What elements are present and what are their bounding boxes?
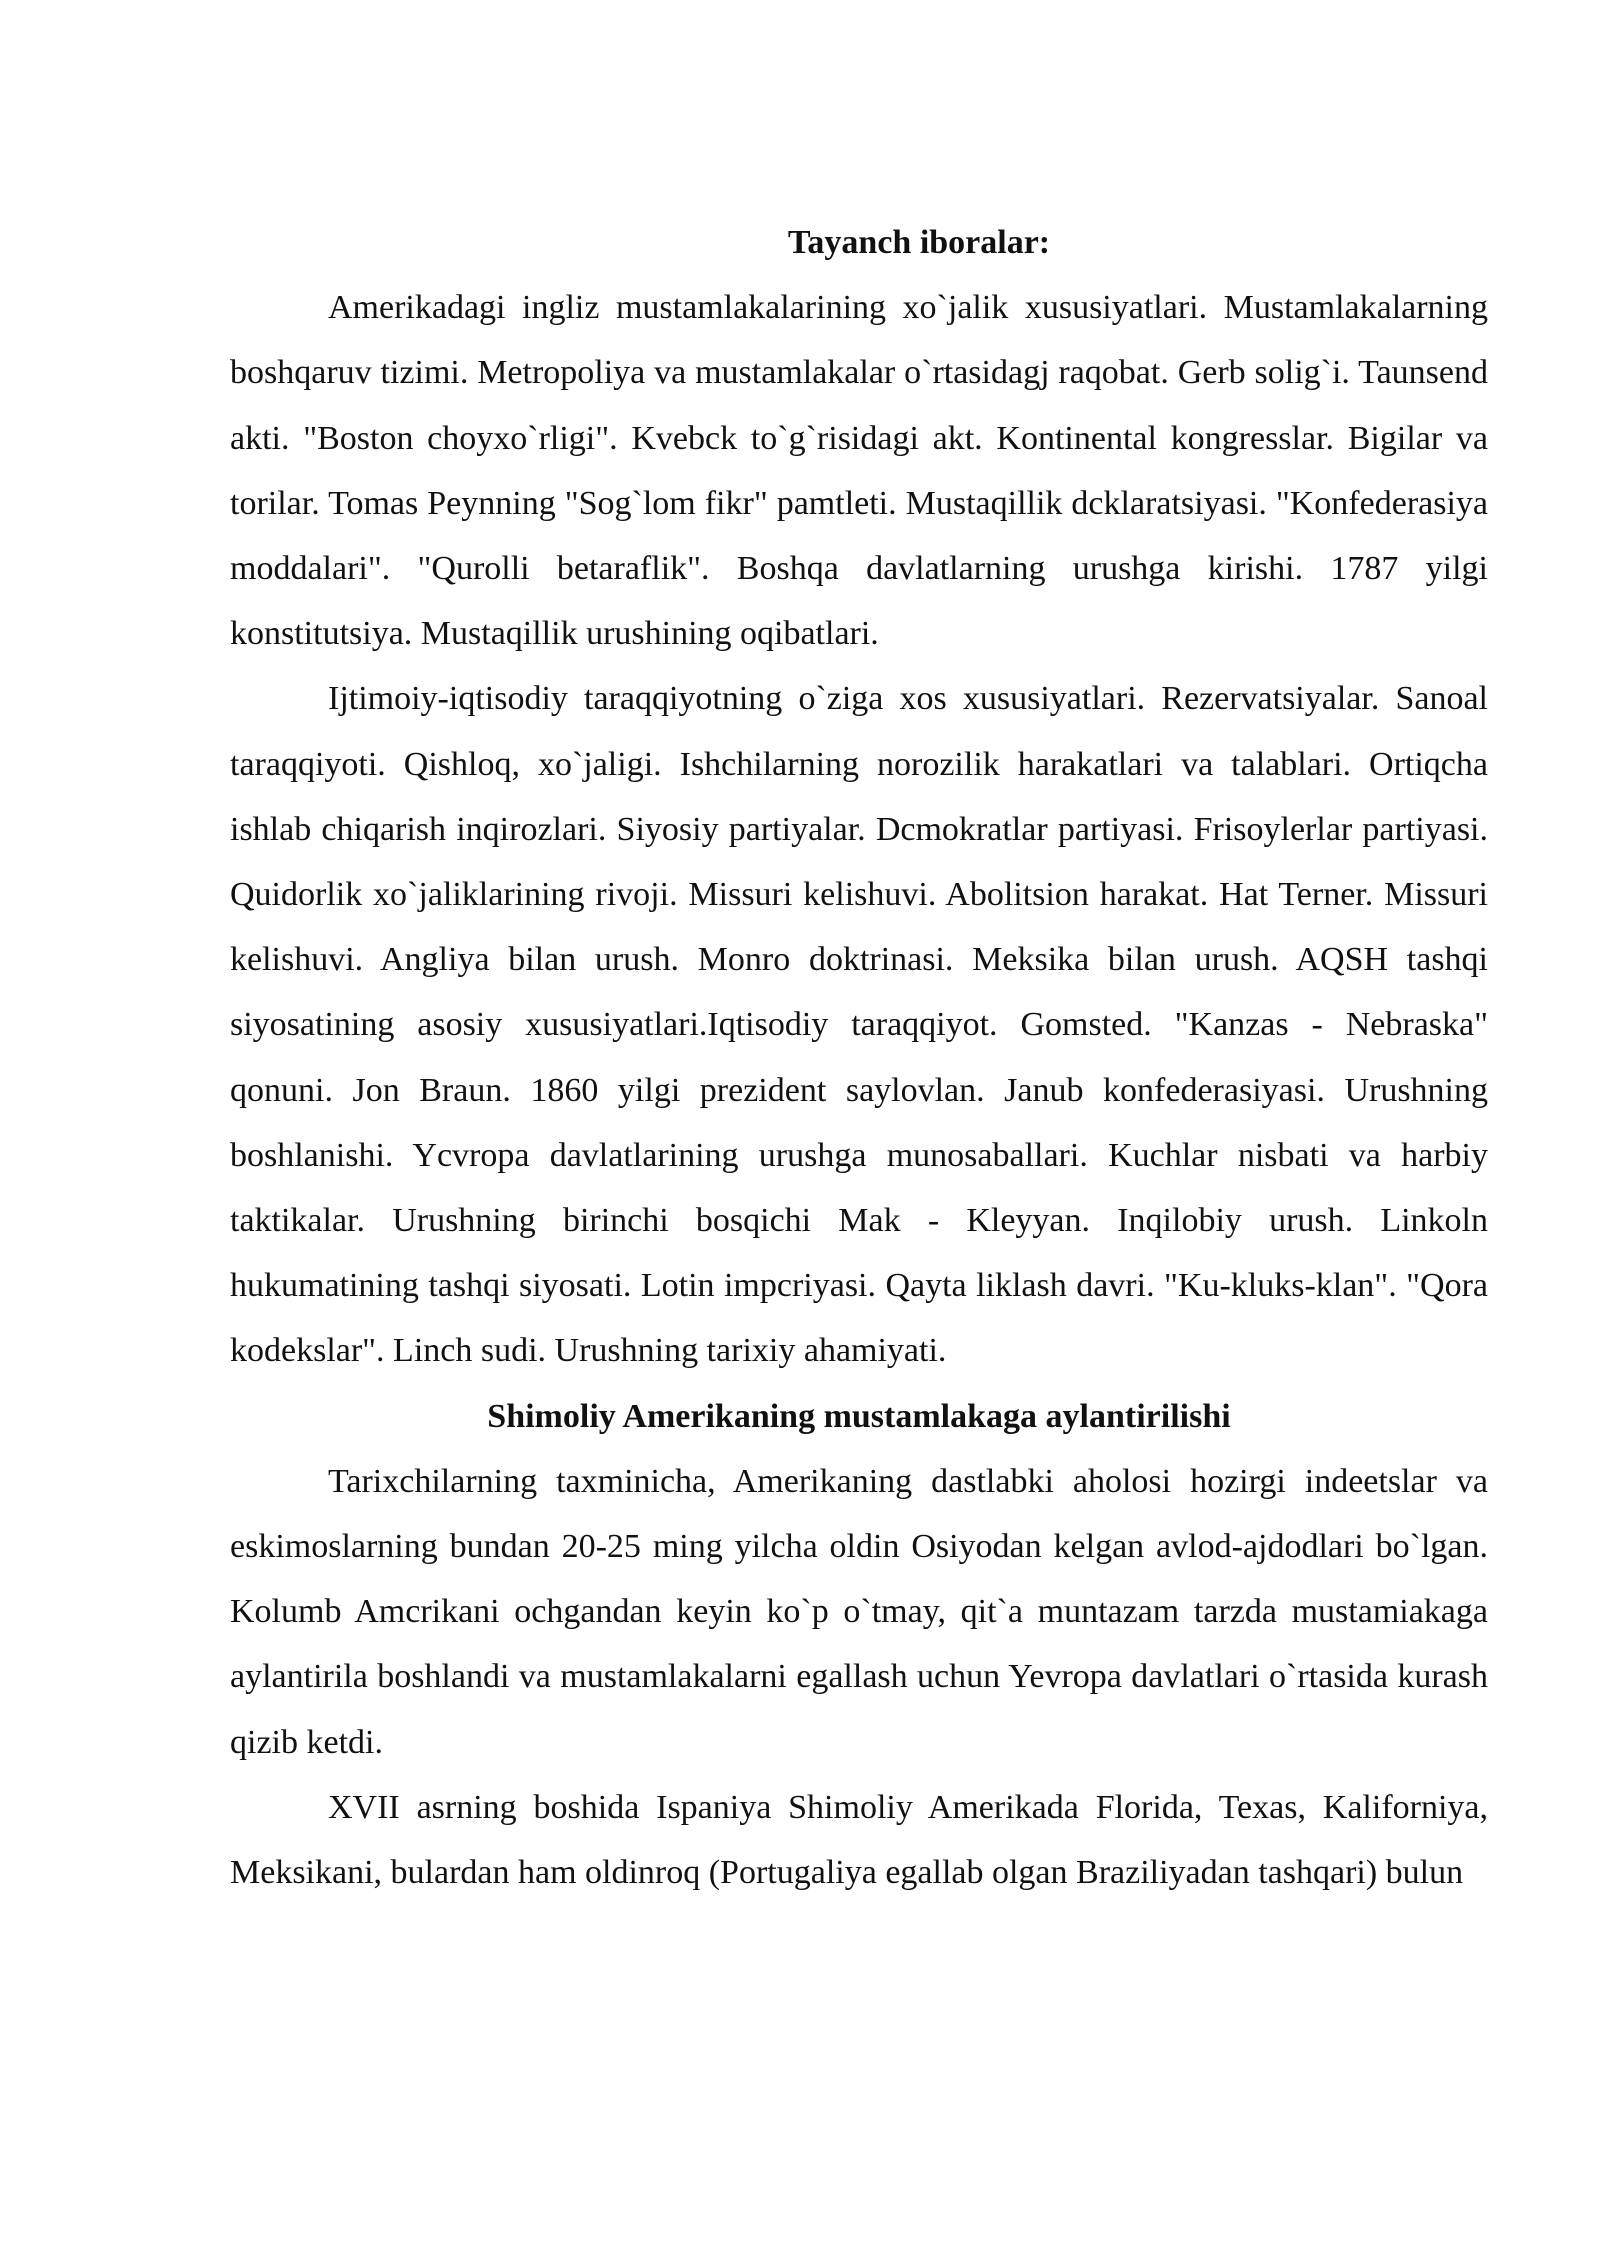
section-heading-key-terms: Tayanch iboralar: [787,224,1051,261]
paragraph-colonization-2: XVII asrning boshida Ispaniya Shimoliy Amerikada Florida, Texas, Kaliforniya, Meksikani, bulardan ham oldinroq (Portugaliya egallab olgan Braziliyadan tashqari) bulun [230,1788,1488,1892]
paragraph-colonization-1: Tarixchilarning taxminicha, Amerikaning dastlabki aholosi hozirgi indeetslar va eskimoslarning bundan 20-25 ming yilcha oldin Osiyodan kelgan avlod-ajdodlari bo`lgan. Kolumb Amcrikani ochgandan keyin ko`p o`tmay, qit`a muntazam tarzda mustamiakaga aylantirila boshlandi va mustamlakalarni egallash uchun Yevropa davlatlari o`rtasida kurash qizib ketdi. [230,1462,1488,1761]
document-page [230,210,1488,1905]
paragraph-key-terms-1: Amerikadagi ingliz mustamlakalarining xo`jalik xususiyatlari. Mustamlakalarning boshqaruv tizimi. Metropoliya va mustamlakalar o`rtasidagj raqobat. Gerb solig`i. Taunsend akti. "Boston choyxo`rligi". Kvebck to`g`risidagi akt. Kontinental kongresslar. Bigilar va torilar. Tomas Peynning "Sog`lom fikr" pamtleti. Mustaqillik dcklaratsiyasi. "Konfederasiya moddalari". "Qurolli betaraflik". Boshqa davlatlarning urushga kirishi. 1787 yilgi konstitutsiya. Mustaqillik urushining oqibatlari. [230,289,1488,653]
section-heading-colonization: Shimoliy Amerikaning mustamlakaga aylantirilishi [487,1397,1231,1435]
paragraph-key-terms-2: Ijtimoiy-iqtisodiy taraqqiyotning o`ziga xos xususiyatlari. Rezervatsiyalar. Sanoal taraqqiyoti. Qishloq, xo`jaligi. Ishchilarning norozilik harakatlari va talablari. Ortiqcha ishlab chiqarish inqirozlari. Siyosiy partiyalar. Dcmokratlar partiyasi. Frisoylerlar partiyasi. Quidorlik xo`jaliklarining rivoji. Missuri kelishuvi. Abolitsion harakat. Hat Terner. Missuri kelishuvi. Angliya bilan urush. Monro doktrinasi. Meksika bilan urush. AQSH tashqi siyosatining asosiy xususiyatlari.Iqtisodiy taraqqiyot. Gomsted. "Kanzas - Nebraska" qonuni. Jon Braun. 1860 yilgi prezident saylovlan. Janub konfederasiyasi. Urushning boshlanishi. Ycvropa davlatlarining urushga munosaballari. Kuchlar nisbati va harbiy taktikalar. Urushning birinchi bosqichi Mak - Kleyyan. Inqilobiy urush. Linkoln hukumatining tashqi siyosati. Lotin impcriyasi. Qayta liklash davri. "Ku-kluks-klan". "Qora kodekslar". Linch sudi. Urushning tarixiy ahamiyati. [230,680,1488,1370]
